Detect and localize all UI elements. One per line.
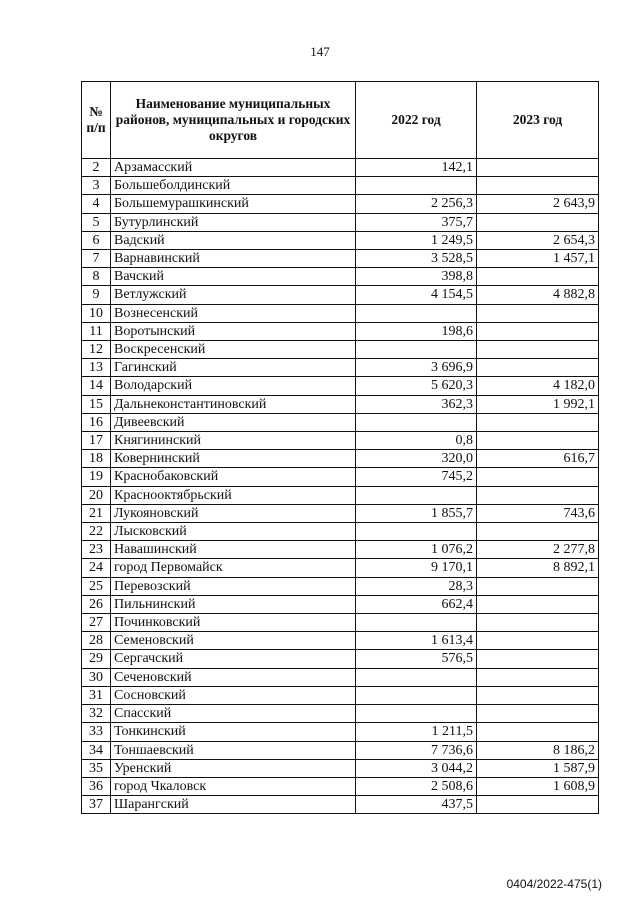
- row-number: 19: [82, 468, 111, 486]
- row-name: Ковернинский: [111, 450, 356, 468]
- row-value-2023: [477, 468, 599, 486]
- table-row: [82, 595, 599, 613]
- table-row: [82, 304, 599, 322]
- row-name: Вознесенский: [111, 304, 356, 322]
- row-value-2022: [356, 413, 477, 431]
- row-name: Семеновский: [111, 632, 356, 650]
- table-row: [82, 668, 599, 686]
- row-number: 33: [82, 723, 111, 741]
- row-number: 7: [82, 250, 111, 268]
- row-number: 32: [82, 705, 111, 723]
- row-value-2022: [356, 614, 477, 632]
- row-number: 36: [82, 777, 111, 795]
- row-value-2022: 320,0: [356, 450, 477, 468]
- header-2023: 2023 год: [477, 82, 599, 159]
- municipal-budget-table: [81, 81, 599, 814]
- table-row: [82, 796, 599, 814]
- row-value-2022: [356, 523, 477, 541]
- row-value-2023: [477, 322, 599, 340]
- row-name: Варнавинский: [111, 250, 356, 268]
- row-value-2022: 1 613,4: [356, 632, 477, 650]
- page-number: 147: [310, 44, 330, 59]
- row-value-2023: [477, 595, 599, 613]
- row-name: Дальнеконстантиновский: [111, 395, 356, 413]
- row-number: 23: [82, 541, 111, 559]
- row-value-2023: [477, 159, 599, 177]
- row-number: 26: [82, 595, 111, 613]
- row-number: 28: [82, 632, 111, 650]
- row-number: 25: [82, 577, 111, 595]
- row-value-2023: [477, 632, 599, 650]
- row-value-2023: 1 587,9: [477, 759, 599, 777]
- table-row: [82, 213, 599, 231]
- table-row: [82, 705, 599, 723]
- table-row: [82, 614, 599, 632]
- table-row: [82, 577, 599, 595]
- row-number: 24: [82, 559, 111, 577]
- table-row: [82, 268, 599, 286]
- row-number: 5: [82, 213, 111, 231]
- table-row: [82, 359, 599, 377]
- table-row: [82, 541, 599, 559]
- table-row: [82, 322, 599, 340]
- row-name: Ветлужский: [111, 286, 356, 304]
- row-name: Дивеевский: [111, 413, 356, 431]
- table-row: [82, 159, 599, 177]
- row-name: Перевозский: [111, 577, 356, 595]
- header-number: № п/п: [82, 82, 111, 159]
- row-value-2023: [477, 304, 599, 322]
- row-value-2022: 28,3: [356, 577, 477, 595]
- row-number: 14: [82, 377, 111, 395]
- table-row: [82, 432, 599, 450]
- row-number: 11: [82, 322, 111, 340]
- table-row: [82, 341, 599, 359]
- row-value-2022: 375,7: [356, 213, 477, 231]
- row-name: город Чкаловск: [111, 777, 356, 795]
- row-number: 20: [82, 486, 111, 504]
- row-value-2023: [477, 650, 599, 668]
- row-value-2022: 198,6: [356, 322, 477, 340]
- row-number: 16: [82, 413, 111, 431]
- row-value-2022: [356, 341, 477, 359]
- table-row: [82, 723, 599, 741]
- row-value-2023: [477, 614, 599, 632]
- table-row: [82, 759, 599, 777]
- row-value-2022: 1 249,5: [356, 231, 477, 249]
- row-number: 22: [82, 523, 111, 541]
- row-name: Арзамасский: [111, 159, 356, 177]
- row-value-2022: [356, 177, 477, 195]
- row-name: город Первомайск: [111, 559, 356, 577]
- row-number: 3: [82, 177, 111, 195]
- row-name: Починковский: [111, 614, 356, 632]
- row-number: 12: [82, 341, 111, 359]
- row-value-2023: 1 992,1: [477, 395, 599, 413]
- row-number: 8: [82, 268, 111, 286]
- row-number: 17: [82, 432, 111, 450]
- table-row: [82, 777, 599, 795]
- row-name: Краснобаковский: [111, 468, 356, 486]
- row-value-2023: [477, 523, 599, 541]
- row-name: Краснооктябрьский: [111, 486, 356, 504]
- row-value-2022: 362,3: [356, 395, 477, 413]
- row-value-2022: 3 044,2: [356, 759, 477, 777]
- row-value-2022: 1 855,7: [356, 504, 477, 522]
- row-name: Сергачский: [111, 650, 356, 668]
- row-value-2023: 8 892,1: [477, 559, 599, 577]
- row-number: 31: [82, 686, 111, 704]
- row-value-2022: 745,2: [356, 468, 477, 486]
- row-name: Большеболдинский: [111, 177, 356, 195]
- row-value-2023: [477, 705, 599, 723]
- row-name: Уренский: [111, 759, 356, 777]
- table-row: [82, 632, 599, 650]
- table-row: [82, 468, 599, 486]
- row-number: 29: [82, 650, 111, 668]
- row-value-2023: 4 882,8: [477, 286, 599, 304]
- row-number: 35: [82, 759, 111, 777]
- header-name: Наименование муниципальных районов, муниципальных и городских округов: [111, 82, 356, 159]
- row-value-2022: 1 076,2: [356, 541, 477, 559]
- row-name: Княгининский: [111, 432, 356, 450]
- row-value-2023: 1 457,1: [477, 250, 599, 268]
- row-value-2023: 616,7: [477, 450, 599, 468]
- row-value-2022: 4 154,5: [356, 286, 477, 304]
- row-value-2023: [477, 486, 599, 504]
- row-name: Лысковский: [111, 523, 356, 541]
- row-value-2023: [477, 686, 599, 704]
- row-value-2022: 3 696,9: [356, 359, 477, 377]
- table-body: [82, 159, 599, 814]
- table-row: [82, 286, 599, 304]
- row-value-2023: [477, 213, 599, 231]
- row-value-2023: [477, 268, 599, 286]
- row-value-2023: [477, 723, 599, 741]
- row-value-2023: [477, 577, 599, 595]
- row-name: Сеченовский: [111, 668, 356, 686]
- row-value-2023: 1 608,9: [477, 777, 599, 795]
- table-row: [82, 559, 599, 577]
- row-name: Володарский: [111, 377, 356, 395]
- row-value-2022: 142,1: [356, 159, 477, 177]
- row-value-2022: 662,4: [356, 595, 477, 613]
- row-value-2022: [356, 686, 477, 704]
- row-value-2022: 1 211,5: [356, 723, 477, 741]
- header-2022: 2022 год: [356, 82, 477, 159]
- table-row: [82, 195, 599, 213]
- row-value-2023: [477, 177, 599, 195]
- row-value-2023: 2 654,3: [477, 231, 599, 249]
- row-value-2023: 2 643,9: [477, 195, 599, 213]
- row-number: 21: [82, 504, 111, 522]
- row-value-2023: [477, 432, 599, 450]
- table-row: [82, 413, 599, 431]
- row-name: Вадский: [111, 231, 356, 249]
- row-value-2022: 5 620,3: [356, 377, 477, 395]
- row-number: 13: [82, 359, 111, 377]
- table-row: [82, 504, 599, 522]
- row-number: 15: [82, 395, 111, 413]
- table-row: [82, 686, 599, 704]
- table-row: [82, 450, 599, 468]
- row-value-2022: 9 170,1: [356, 559, 477, 577]
- row-value-2023: [477, 359, 599, 377]
- row-number: 37: [82, 796, 111, 814]
- row-value-2022: [356, 304, 477, 322]
- row-name: Тонкинский: [111, 723, 356, 741]
- row-value-2023: 8 186,2: [477, 741, 599, 759]
- table-row: [82, 377, 599, 395]
- row-number: 34: [82, 741, 111, 759]
- table-row: [82, 650, 599, 668]
- row-name: Воскресенский: [111, 341, 356, 359]
- row-name: Лукояновский: [111, 504, 356, 522]
- row-value-2023: [477, 413, 599, 431]
- row-name: Воротынский: [111, 322, 356, 340]
- row-number: 27: [82, 614, 111, 632]
- row-value-2023: [477, 341, 599, 359]
- table-row: [82, 177, 599, 195]
- table-row: [82, 250, 599, 268]
- row-value-2023: 4 182,0: [477, 377, 599, 395]
- row-name: Навашинский: [111, 541, 356, 559]
- row-number: 6: [82, 231, 111, 249]
- row-name: Бутурлинский: [111, 213, 356, 231]
- table-row: [82, 231, 599, 249]
- row-value-2023: 2 277,8: [477, 541, 599, 559]
- row-value-2022: 7 736,6: [356, 741, 477, 759]
- row-name: Большемурашкинский: [111, 195, 356, 213]
- row-value-2022: [356, 668, 477, 686]
- row-value-2022: 437,5: [356, 796, 477, 814]
- row-value-2022: 2 508,6: [356, 777, 477, 795]
- row-name: Спасский: [111, 705, 356, 723]
- row-number: 4: [82, 195, 111, 213]
- row-name: Вачский: [111, 268, 356, 286]
- document-code: 0404/2022-475(1): [506, 877, 602, 891]
- table-header-row: [82, 82, 599, 159]
- row-value-2022: 0,8: [356, 432, 477, 450]
- row-value-2023: [477, 668, 599, 686]
- row-number: 10: [82, 304, 111, 322]
- row-value-2022: 576,5: [356, 650, 477, 668]
- row-value-2022: [356, 705, 477, 723]
- row-value-2023: 743,6: [477, 504, 599, 522]
- row-name: Сосновский: [111, 686, 356, 704]
- row-name: Гагинский: [111, 359, 356, 377]
- row-number: 9: [82, 286, 111, 304]
- row-value-2023: [477, 796, 599, 814]
- row-name: Тоншаевский: [111, 741, 356, 759]
- row-value-2022: [356, 486, 477, 504]
- table-row: [82, 741, 599, 759]
- row-value-2022: 398,8: [356, 268, 477, 286]
- row-number: 2: [82, 159, 111, 177]
- table-row: [82, 486, 599, 504]
- table-row: [82, 395, 599, 413]
- table-row: [82, 523, 599, 541]
- row-name: Пильнинский: [111, 595, 356, 613]
- row-value-2022: 2 256,3: [356, 195, 477, 213]
- row-number: 30: [82, 668, 111, 686]
- row-name: Шарангский: [111, 796, 356, 814]
- row-value-2022: 3 528,5: [356, 250, 477, 268]
- row-number: 18: [82, 450, 111, 468]
